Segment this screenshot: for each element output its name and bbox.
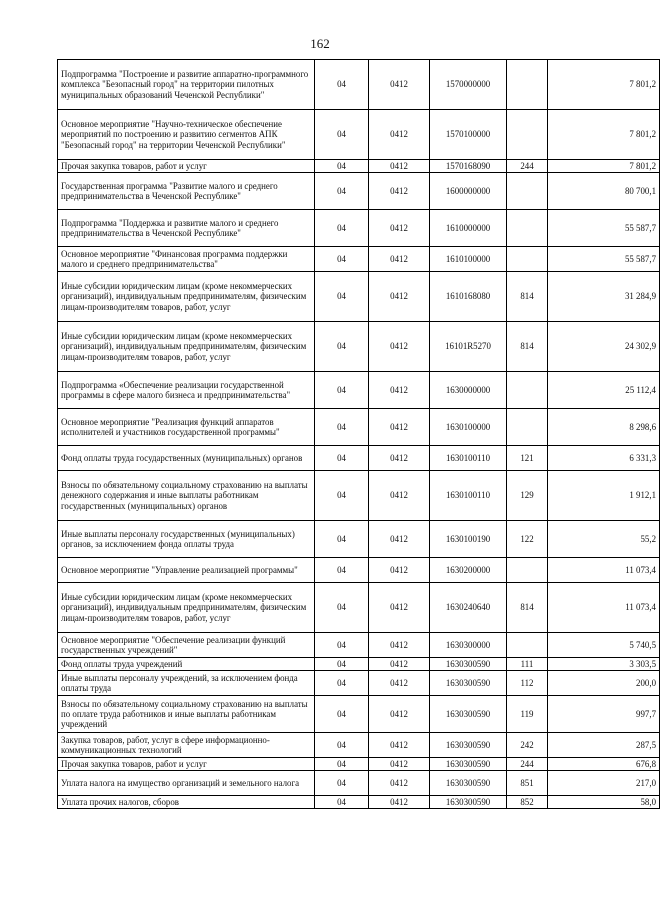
target-article-cell: 1630300590 — [430, 696, 507, 733]
target-article-cell: 1630300590 — [430, 796, 507, 809]
target-article-cell: 1570168090 — [430, 160, 507, 173]
target-article-cell: 1630100110 — [430, 446, 507, 471]
target-article-cell: 1630300590 — [430, 733, 507, 758]
row-name-cell: Государственная программа "Развитие малого и среднего предпринимательства в Чеченской Республике" — [58, 173, 315, 210]
row-name-cell: Иные субсидии юридическим лицам (кроме некоммерческих организаций), индивидуальным предпринимателям, физическим лицам-производителям товаров, работ, услуг — [58, 272, 315, 322]
table-row — [58, 758, 660, 771]
expense-type-cell: 244 — [507, 758, 548, 771]
target-article-cell: 16101R5270 — [430, 322, 507, 372]
target-article-cell: 1630100110 — [430, 471, 507, 521]
section-code-cell: 04 — [315, 409, 369, 446]
amount-cell: 24 302,9 — [548, 322, 660, 372]
amount-cell: 55,2 — [548, 521, 660, 558]
table-row — [58, 409, 660, 446]
expense-type-cell — [507, 110, 548, 160]
table-row — [58, 110, 660, 160]
row-name-cell: Уплата налога на имущество организаций и земельного налога — [58, 771, 315, 796]
expense-type-cell: 119 — [507, 696, 548, 733]
table-row — [58, 583, 660, 633]
table-row — [58, 372, 660, 409]
expense-type-cell: 851 — [507, 771, 548, 796]
expense-type-cell: 244 — [507, 160, 548, 173]
expense-type-cell: 242 — [507, 733, 548, 758]
expense-type-cell: 852 — [507, 796, 548, 809]
row-name-cell: Подпрограмма "Поддержка и развитие малого и среднего предпринимательства в Чеченской Республике" — [58, 210, 315, 247]
expense-type-cell: 112 — [507, 671, 548, 696]
expense-type-cell — [507, 60, 548, 110]
expense-type-cell — [507, 409, 548, 446]
section-code-cell: 04 — [315, 60, 369, 110]
budget-table — [57, 59, 660, 809]
target-article-cell: 1610168080 — [430, 272, 507, 322]
amount-cell: 8 298,6 — [548, 409, 660, 446]
expense-type-cell: 814 — [507, 322, 548, 372]
section-code-cell: 04 — [315, 583, 369, 633]
section-code-cell: 04 — [315, 110, 369, 160]
section-code-cell: 04 — [315, 471, 369, 521]
section-code-cell: 04 — [315, 173, 369, 210]
section-code-cell: 04 — [315, 272, 369, 322]
target-article-cell: 1630100000 — [430, 409, 507, 446]
table-row — [58, 558, 660, 583]
row-name-cell: Подпрограмма "Построение и развитие аппаратно-программного комплекса "Безопасный город" на территории пилотных муниципальных образований Чеченской Республики" — [58, 60, 315, 110]
section-code-cell: 04 — [315, 796, 369, 809]
subsection-code-cell: 0412 — [369, 583, 430, 633]
target-article-cell: 1610000000 — [430, 210, 507, 247]
target-article-cell: 1600000000 — [430, 173, 507, 210]
row-name-cell: Основное мероприятие "Обеспечение реализации функций государственных учреждений" — [58, 633, 315, 658]
subsection-code-cell: 0412 — [369, 733, 430, 758]
row-name-cell: Взносы по обязательному социальному страхованию на выплаты денежного содержания и иные выплаты работникам государственных (муниципальных) органов — [58, 471, 315, 521]
section-code-cell: 04 — [315, 558, 369, 583]
amount-cell: 997,7 — [548, 696, 660, 733]
section-code-cell: 04 — [315, 322, 369, 372]
section-code-cell: 04 — [315, 671, 369, 696]
table-row — [58, 322, 660, 372]
row-name-cell: Основное мероприятие "Финансовая программа поддержки малого и среднего предпринимательства" — [58, 247, 315, 272]
amount-cell: 6 331,3 — [548, 446, 660, 471]
amount-cell: 287,5 — [548, 733, 660, 758]
row-name-cell: Иные выплаты персоналу учреждений, за исключением фонда оплаты труда — [58, 671, 315, 696]
target-article-cell: 1630300590 — [430, 758, 507, 771]
expense-type-cell — [507, 210, 548, 247]
target-article-cell: 1630300590 — [430, 671, 507, 696]
expense-type-cell: 814 — [507, 583, 548, 633]
table-row — [58, 521, 660, 558]
expense-type-cell: 129 — [507, 471, 548, 521]
section-code-cell: 04 — [315, 733, 369, 758]
section-code-cell: 04 — [315, 758, 369, 771]
table-row — [58, 771, 660, 796]
section-code-cell: 04 — [315, 372, 369, 409]
amount-cell: 5 740,5 — [548, 633, 660, 658]
row-name-cell: Фонд оплаты труда учреждений — [58, 658, 315, 671]
amount-cell: 7 801,2 — [548, 60, 660, 110]
subsection-code-cell: 0412 — [369, 272, 430, 322]
amount-cell: 11 073,4 — [548, 558, 660, 583]
subsection-code-cell: 0412 — [369, 210, 430, 247]
table-row — [58, 658, 660, 671]
target-article-cell: 1570000000 — [430, 60, 507, 110]
target-article-cell: 1630200000 — [430, 558, 507, 583]
expense-type-cell — [507, 173, 548, 210]
subsection-code-cell: 0412 — [369, 60, 430, 110]
subsection-code-cell: 0412 — [369, 173, 430, 210]
amount-cell: 55 587,7 — [548, 247, 660, 272]
subsection-code-cell: 0412 — [369, 446, 430, 471]
table-row — [58, 60, 660, 110]
table-row — [58, 671, 660, 696]
target-article-cell: 1630100190 — [430, 521, 507, 558]
section-code-cell: 04 — [315, 446, 369, 471]
amount-cell: 7 801,2 — [548, 110, 660, 160]
table-row — [58, 446, 660, 471]
amount-cell: 58,0 — [548, 796, 660, 809]
subsection-code-cell: 0412 — [369, 160, 430, 173]
table-row — [58, 696, 660, 733]
table-row — [58, 173, 660, 210]
amount-cell: 3 303,5 — [548, 658, 660, 671]
amount-cell: 217,0 — [548, 771, 660, 796]
table-row — [58, 796, 660, 809]
section-code-cell: 04 — [315, 771, 369, 796]
expense-type-cell — [507, 558, 548, 583]
row-name-cell: Прочая закупка товаров, работ и услуг — [58, 758, 315, 771]
section-code-cell: 04 — [315, 160, 369, 173]
subsection-code-cell: 0412 — [369, 322, 430, 372]
target-article-cell: 1630300590 — [430, 658, 507, 671]
expense-type-cell — [507, 633, 548, 658]
row-name-cell: Основное мероприятие "Управление реализацией программы" — [58, 558, 315, 583]
amount-cell: 31 284,9 — [548, 272, 660, 322]
subsection-code-cell: 0412 — [369, 372, 430, 409]
subsection-code-cell: 0412 — [369, 658, 430, 671]
target-article-cell: 1630240640 — [430, 583, 507, 633]
expense-type-cell: 122 — [507, 521, 548, 558]
amount-cell: 55 587,7 — [548, 210, 660, 247]
subsection-code-cell: 0412 — [369, 521, 430, 558]
subsection-code-cell: 0412 — [369, 671, 430, 696]
section-code-cell: 04 — [315, 633, 369, 658]
row-name-cell: Фонд оплаты труда государственных (муниципальных) органов — [58, 446, 315, 471]
table-row — [58, 733, 660, 758]
table-row — [58, 471, 660, 521]
amount-cell: 80 700,1 — [548, 173, 660, 210]
row-name-cell: Основное мероприятие "Реализация функций аппаратов исполнителей и участников государственной программы" — [58, 409, 315, 446]
expense-type-cell — [507, 247, 548, 272]
row-name-cell: Прочая закупка товаров, работ и услуг — [58, 160, 315, 173]
table-row — [58, 633, 660, 658]
amount-cell: 25 112,4 — [548, 372, 660, 409]
amount-cell: 11 073,4 — [548, 583, 660, 633]
target-article-cell: 1630300000 — [430, 633, 507, 658]
table-row — [58, 160, 660, 173]
row-name-cell: Уплата прочих налогов, сборов — [58, 796, 315, 809]
section-code-cell: 04 — [315, 696, 369, 733]
row-name-cell: Взносы по обязательному социальному страхованию на выплаты по оплате труда работников и иные выплаты работникам учреждений — [58, 696, 315, 733]
subsection-code-cell: 0412 — [369, 247, 430, 272]
table-row — [58, 272, 660, 322]
expense-type-cell: 121 — [507, 446, 548, 471]
row-name-cell: Подпрограмма «Обеспечение реализации государственной программы в сфере малого бизнеса и предпринимательства" — [58, 372, 315, 409]
amount-cell: 7 801,2 — [548, 160, 660, 173]
subsection-code-cell: 0412 — [369, 796, 430, 809]
budget-table-body — [58, 60, 660, 809]
amount-cell: 676,8 — [548, 758, 660, 771]
row-name-cell: Закупка товаров, работ, услуг в сфере информационно-коммуникационных технологий — [58, 733, 315, 758]
subsection-code-cell: 0412 — [369, 633, 430, 658]
amount-cell: 1 912,1 — [548, 471, 660, 521]
table-row — [58, 247, 660, 272]
expense-type-cell: 111 — [507, 658, 548, 671]
subsection-code-cell: 0412 — [369, 771, 430, 796]
target-article-cell: 1570100000 — [430, 110, 507, 160]
subsection-code-cell: 0412 — [369, 409, 430, 446]
table-row — [58, 210, 660, 247]
subsection-code-cell: 0412 — [369, 110, 430, 160]
amount-cell: 200,0 — [548, 671, 660, 696]
subsection-code-cell: 0412 — [369, 558, 430, 583]
page-number: 162 — [310, 36, 330, 51]
target-article-cell: 1630300590 — [430, 771, 507, 796]
target-article-cell: 1610100000 — [430, 247, 507, 272]
target-article-cell: 1630000000 — [430, 372, 507, 409]
section-code-cell: 04 — [315, 658, 369, 671]
section-code-cell: 04 — [315, 521, 369, 558]
subsection-code-cell: 0412 — [369, 696, 430, 733]
row-name-cell: Иные субсидии юридическим лицам (кроме некоммерческих организаций), индивидуальным предпринимателям, физическим лицам-производителям товаров, работ, услуг — [58, 583, 315, 633]
row-name-cell: Основное мероприятие "Научно-техническое обеспечение мероприятий по построению и развитию сегментов АПК "Безопасный город" на территории Чеченской Республики" — [58, 110, 315, 160]
section-code-cell: 04 — [315, 210, 369, 247]
subsection-code-cell: 0412 — [369, 471, 430, 521]
section-code-cell: 04 — [315, 247, 369, 272]
subsection-code-cell: 0412 — [369, 758, 430, 771]
expense-type-cell: 814 — [507, 272, 548, 322]
row-name-cell: Иные выплаты персоналу государственных (муниципальных) органов, за исключением фонда оплаты труда — [58, 521, 315, 558]
row-name-cell: Иные субсидии юридическим лицам (кроме некоммерческих организаций), индивидуальным предпринимателям, физическим лицам-производителям товаров, работ, услуг — [58, 322, 315, 372]
expense-type-cell — [507, 372, 548, 409]
